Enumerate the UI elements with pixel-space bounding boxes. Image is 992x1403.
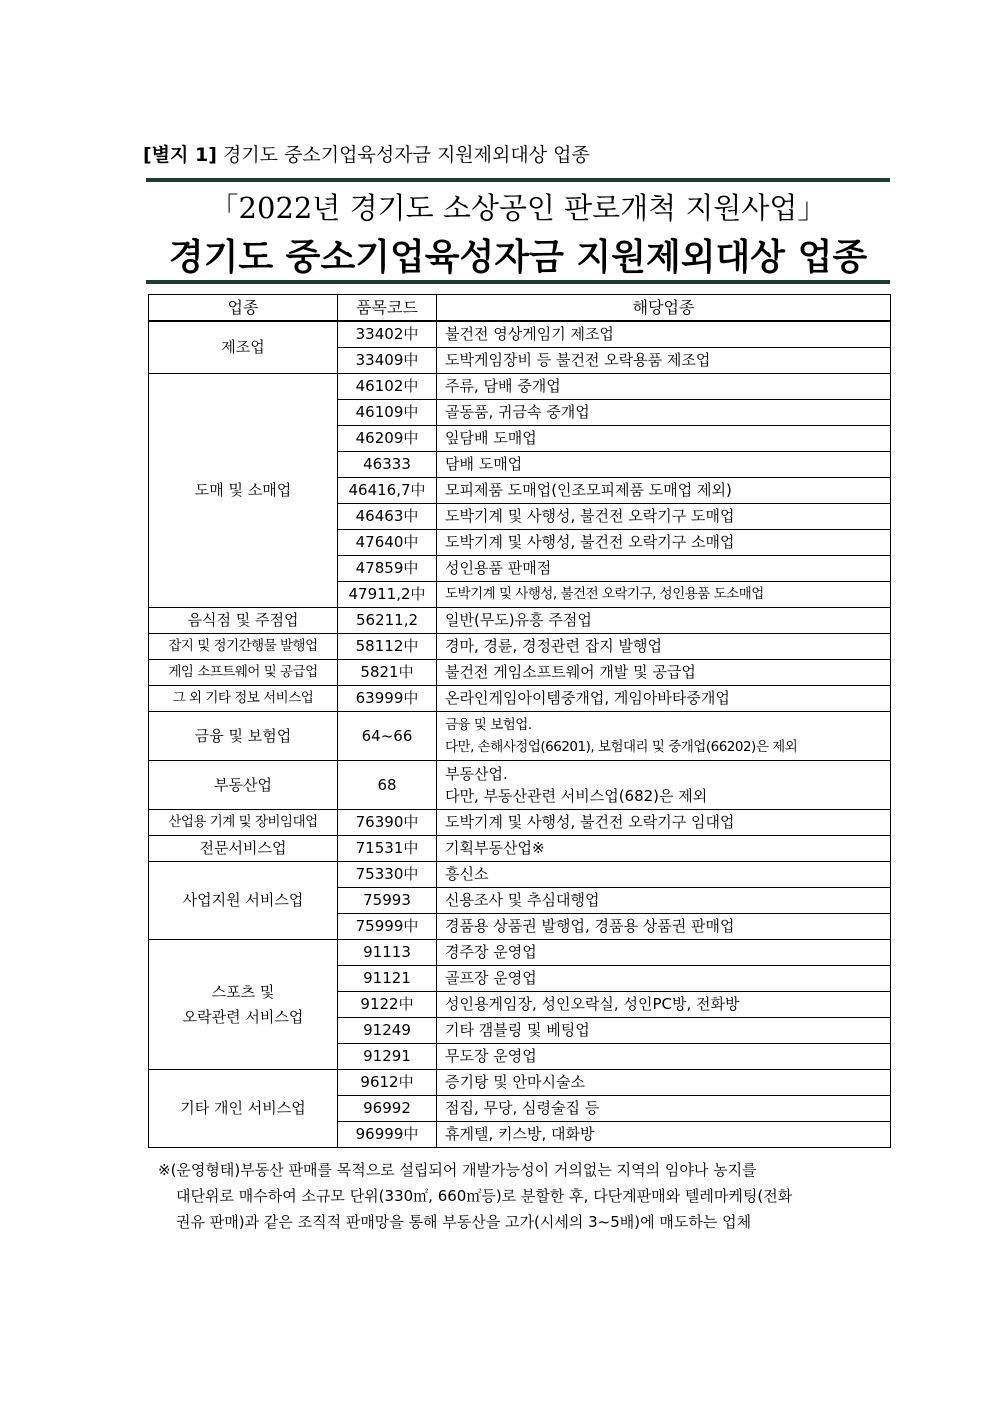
code-cell: 76390中 <box>338 810 437 836</box>
category-cell: 전문서비스업 <box>149 836 338 862</box>
code-cell: 47911,2中 <box>338 582 437 608</box>
category-line: 스포츠 및 <box>211 982 275 1001</box>
code-cell: 9612中 <box>338 1070 437 1096</box>
title-rule-top <box>146 178 890 182</box>
desc-cell: 불건전 게임소프트웨어 개발 및 공급업 <box>437 660 891 686</box>
desc-cell: 도박기계 및 사행성, 불건전 오락기구 도매업 <box>437 504 891 530</box>
category-cell: 게임 소프트웨어 및 공급업 <box>149 660 338 686</box>
table-row <box>149 836 891 862</box>
desc-cell: 증기탕 및 안마시술소 <box>437 1070 891 1096</box>
document-title-line1: 「2022년 경기도 소상공인 판로개척 지원사업」 <box>209 191 827 225</box>
code-cell: 75330中 <box>338 862 437 888</box>
category-cell: 금융 및 보험업 <box>149 712 338 761</box>
header-applicable: 해당업종 <box>437 295 891 322</box>
desc-cell: 주류, 담배 중개업 <box>437 374 891 400</box>
table-row <box>149 686 891 712</box>
code-cell: 46416,7中 <box>338 478 437 504</box>
category-cell <box>149 940 338 1070</box>
desc-line: 다만, 손해사정업(66201), 보험대리 및 중개업(66202)은 제외 <box>445 739 798 755</box>
code-cell: 68 <box>338 761 437 810</box>
desc-cell: 점집, 무당, 심령술집 등 <box>437 1096 891 1122</box>
desc-cell: 골프장 운영업 <box>437 966 891 992</box>
code-cell: 46333 <box>338 452 437 478</box>
table-row <box>149 321 891 348</box>
desc-cell: 성인용게임장, 성인오락실, 성인PC방, 전화방 <box>437 992 891 1018</box>
code-cell: 91121 <box>338 966 437 992</box>
code-cell: 91113 <box>338 940 437 966</box>
table-row <box>149 810 891 836</box>
code-cell: 46463中 <box>338 504 437 530</box>
table-row <box>149 608 891 634</box>
desc-cell: 모피제품 도매업(인조모피제품 도매업 제외) <box>437 478 891 504</box>
annex-heading <box>143 140 590 167</box>
desc-line: 금융 및 보험업. <box>445 717 532 733</box>
desc-cell: 기타 갬블링 및 베팅업 <box>437 1018 891 1044</box>
code-cell: 33409中 <box>338 348 437 374</box>
desc-cell <box>437 712 891 761</box>
code-cell: 46109中 <box>338 400 437 426</box>
desc-line: 부동산업. <box>445 765 508 783</box>
footnote-line: ※(운영형태)부동산 판매를 목적으로 설립되어 개발가능성이 거의없는 지역의 임야나 농지를 <box>158 1161 757 1179</box>
desc-cell: 휴게텔, 키스방, 대화방 <box>437 1122 891 1148</box>
annex-tag: [별지 1] <box>143 144 217 166</box>
table-row <box>149 761 891 810</box>
table-row <box>149 374 891 400</box>
desc-cell: 경품용 상품권 발행업, 경품용 상품권 판매업 <box>437 914 891 940</box>
desc-cell: 온라인게임아이템중개업, 게임아바타중개업 <box>437 686 891 712</box>
table-row <box>149 634 891 660</box>
desc-cell: 성인용품 판매점 <box>437 556 891 582</box>
desc-cell: 경마, 경륜, 경정관련 잡지 발행업 <box>437 634 891 660</box>
desc-cell: 담배 도매업 <box>437 452 891 478</box>
code-cell: 75993 <box>338 888 437 914</box>
excluded-industries-table <box>148 294 891 1148</box>
code-cell: 96999中 <box>338 1122 437 1148</box>
code-cell: 46102中 <box>338 374 437 400</box>
table-row <box>149 660 891 686</box>
desc-cell: 신용조사 및 추심대행업 <box>437 888 891 914</box>
code-cell: 9122中 <box>338 992 437 1018</box>
desc-cell: 도박기계 및 사행성, 불건전 오락기구 임대업 <box>437 810 891 836</box>
code-cell: 56211,2 <box>338 608 437 634</box>
category-cell: 음식점 및 주점업 <box>149 608 338 634</box>
category-cell: 도매 및 소매업 <box>149 374 338 608</box>
table-row <box>149 862 891 888</box>
code-cell: 63999中 <box>338 686 437 712</box>
footnote <box>158 1157 898 1235</box>
code-cell: 47640中 <box>338 530 437 556</box>
document-title-line2: 경기도 중소기업육성자금 지원제외대상 업종 <box>168 236 868 278</box>
table-row <box>149 940 891 966</box>
desc-cell: 흥신소 <box>437 862 891 888</box>
code-cell: 91291 <box>338 1044 437 1070</box>
category-cell: 그 외 기타 정보 서비스업 <box>149 686 338 712</box>
header-code: 품목코드 <box>338 295 437 322</box>
code-cell: 91249 <box>338 1018 437 1044</box>
code-cell: 58112中 <box>338 634 437 660</box>
desc-cell: 도박게임장비 등 불건전 오락용품 제조업 <box>437 348 891 374</box>
annex-title: 경기도 중소기업육성자금 지원제외대상 업종 <box>222 144 590 166</box>
desc-cell: 무도장 운영업 <box>437 1044 891 1070</box>
table-row <box>149 712 891 761</box>
desc-cell <box>437 761 891 810</box>
footnote-line: 대단위로 매수하여 소규모 단위(330㎡, 660㎡등)로 분할한 후, 다단계판매와 텔레마케팅(전화 <box>176 1187 793 1205</box>
desc-cell: 도박기계 및 사행성, 불건전 오락기구, 성인용품 도소매업 <box>437 582 891 608</box>
code-cell: 75999中 <box>338 914 437 940</box>
desc-cell: 일반(무도)유흥 주점업 <box>437 608 891 634</box>
category-cell: 제조업 <box>149 321 338 374</box>
desc-cell: 경주장 운영업 <box>437 940 891 966</box>
code-cell: 46209中 <box>338 426 437 452</box>
code-cell: 47859中 <box>338 556 437 582</box>
code-cell: 96992 <box>338 1096 437 1122</box>
desc-line: 다만, 부동산관련 서비스업(682)은 제외 <box>445 787 708 805</box>
category-cell: 잡지 및 정기간행물 발행업 <box>149 634 338 660</box>
desc-cell: 불건전 영상게임기 제조업 <box>437 321 891 348</box>
desc-cell: 잎담배 도매업 <box>437 426 891 452</box>
desc-cell: 기획부동산업※ <box>437 836 891 862</box>
table-row <box>149 1070 891 1096</box>
category-cell: 기타 개인 서비스업 <box>149 1070 338 1148</box>
code-cell: 71531中 <box>338 836 437 862</box>
title-rule-bottom <box>146 280 890 284</box>
category-cell: 사업지원 서비스업 <box>149 862 338 940</box>
table-header-row <box>149 295 891 322</box>
desc-cell: 도박기계 및 사행성, 불건전 오락기구 소매업 <box>437 530 891 556</box>
code-cell: 33402中 <box>338 321 437 348</box>
header-industry: 업종 <box>149 295 338 322</box>
category-line: 오락관련 서비스업 <box>182 1007 304 1026</box>
category-cell: 부동산업 <box>149 761 338 810</box>
footnote-line: 권유 판매)과 같은 조직적 판매망을 통해 부동산을 고가(시세의 3~5배)에 매도하는 업체 <box>176 1213 752 1231</box>
code-cell: 5821中 <box>338 660 437 686</box>
desc-cell: 골동품, 귀금속 중개업 <box>437 400 891 426</box>
code-cell: 64~66 <box>338 712 437 761</box>
category-cell: 산업용 기계 및 장비임대업 <box>149 810 338 836</box>
